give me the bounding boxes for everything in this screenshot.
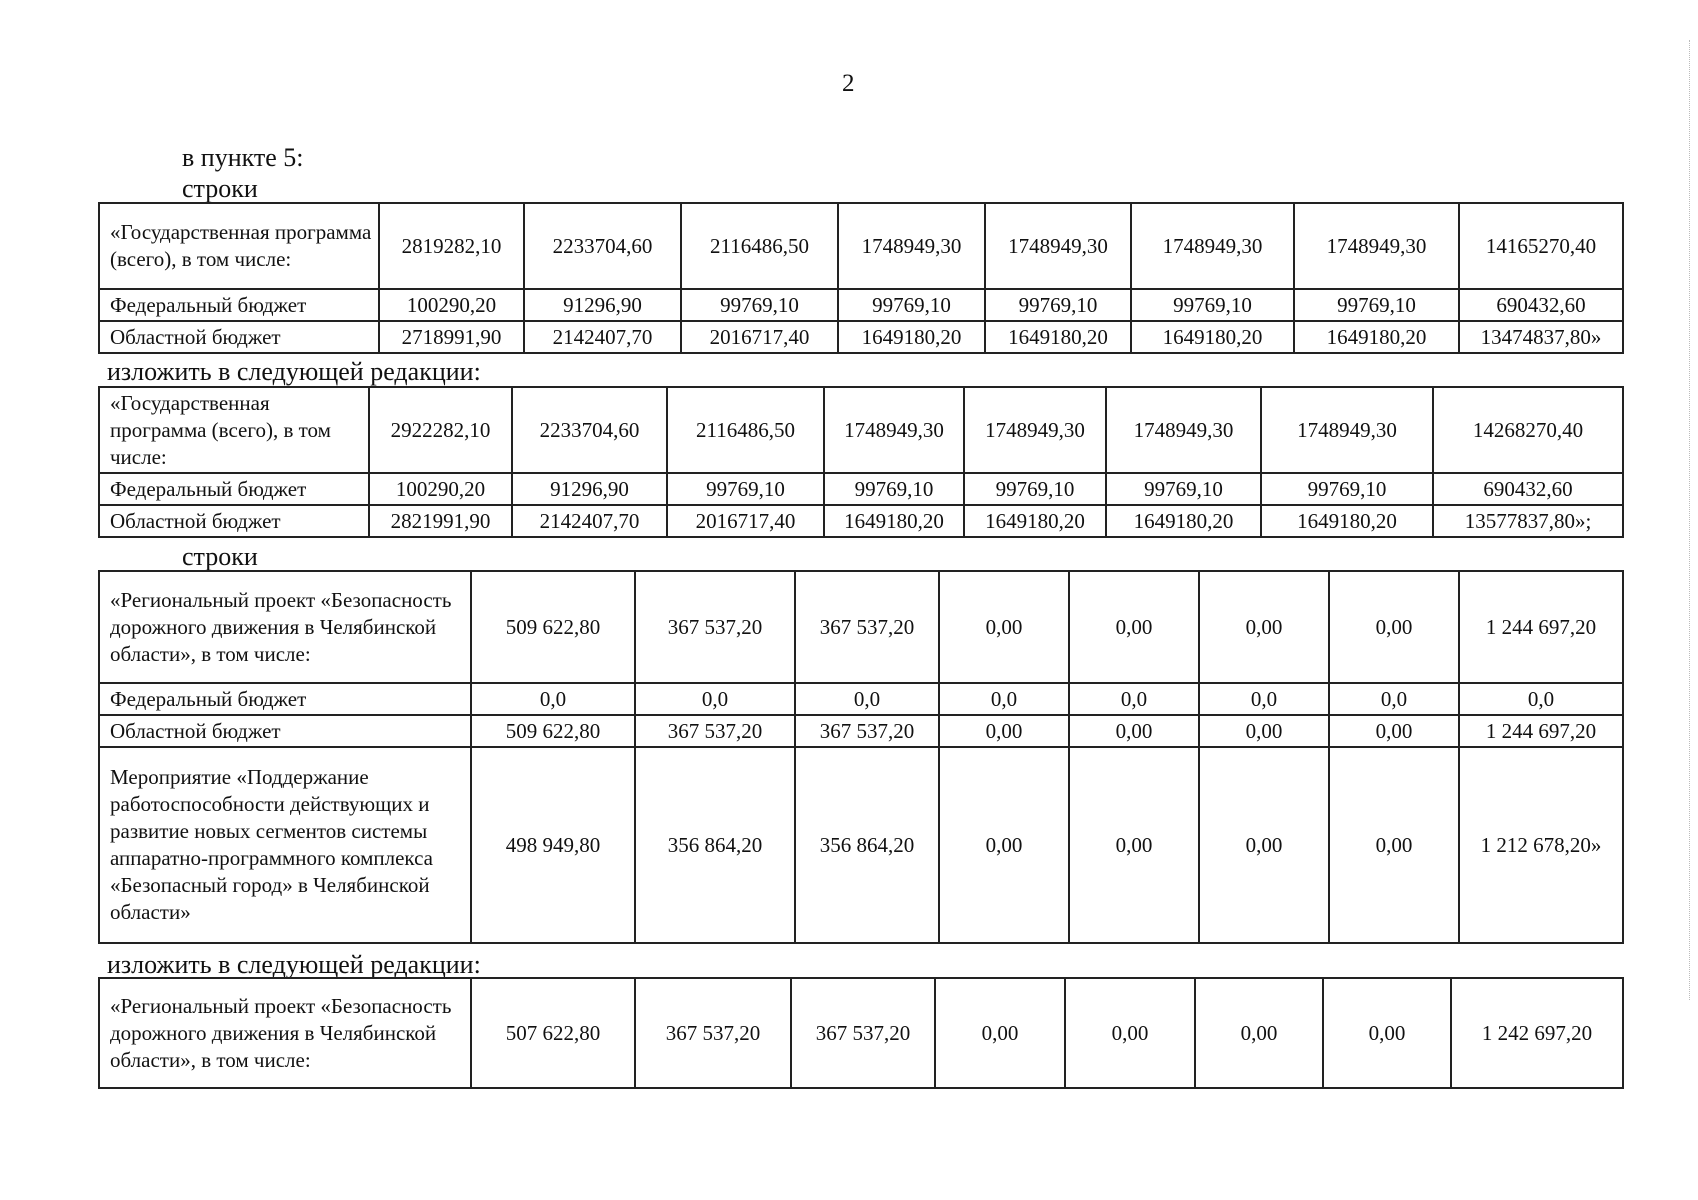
table-cell: 0,00	[1069, 715, 1199, 747]
table-cell: 2016717,40	[667, 505, 824, 537]
table-cell: 0,00	[1069, 747, 1199, 943]
table-cell: 99769,10	[1294, 289, 1459, 321]
table-cell: 100290,20	[369, 473, 512, 505]
table-cell: 1649180,20	[1261, 505, 1433, 537]
table-cell: 1748949,30	[824, 387, 964, 473]
row-label: Областной бюджет	[99, 321, 379, 353]
row-label: Федеральный бюджет	[99, 473, 369, 505]
table-cell: 2819282,10	[379, 203, 524, 289]
table-row	[99, 978, 1623, 1088]
table-cell: 14165270,40	[1459, 203, 1623, 289]
replace-label-2: изложить в следующей редакции:	[107, 950, 481, 979]
table-cell: 0,00	[939, 747, 1069, 943]
row-label: «Региональный проект «Безопасность дорожного движения в Челябинской области», в том числе:	[99, 571, 471, 683]
table-cell: 1748949,30	[985, 203, 1131, 289]
table-regional-project-old	[98, 570, 1624, 944]
table-cell: 99769,10	[824, 473, 964, 505]
intro-text: в пункте 5:	[182, 143, 304, 172]
table-cell: 507 622,80	[471, 978, 635, 1088]
table-cell: 0,00	[1329, 715, 1459, 747]
table-cell: 0,00	[1323, 978, 1451, 1088]
table-cell: 1748949,30	[1261, 387, 1433, 473]
table-cell: 0,0	[1459, 683, 1623, 715]
table-cell: 2116486,50	[681, 203, 838, 289]
table-cell: 99769,10	[681, 289, 838, 321]
table-cell: 99769,10	[985, 289, 1131, 321]
table-cell: 0,00	[939, 715, 1069, 747]
table-row	[99, 289, 1623, 321]
replace-label-1: изложить в следующей редакции:	[107, 357, 481, 386]
table-cell: 13474837,80»	[1459, 321, 1623, 353]
table-cell: 690432,60	[1459, 289, 1623, 321]
row-label: Областной бюджет	[99, 715, 471, 747]
table-cell: 1 212 678,20»	[1459, 747, 1623, 943]
table-cell: 0,00	[1195, 978, 1323, 1088]
table-cell: 1748949,30	[964, 387, 1106, 473]
table-cell: 91296,90	[524, 289, 681, 321]
table-cell: 99769,10	[964, 473, 1106, 505]
table-cell: 1 244 697,20	[1459, 715, 1623, 747]
table-cell: 0,0	[1069, 683, 1199, 715]
table-cell: 1649180,20	[838, 321, 985, 353]
table-cell: 509 622,80	[471, 715, 635, 747]
table-row	[99, 203, 1623, 289]
table-row	[99, 571, 1623, 683]
table-program-new	[98, 386, 1624, 538]
row-label: «Региональный проект «Безопасность дорожного движения в Челябинской области», в том числе:	[99, 978, 471, 1088]
table-cell: 2233704,60	[512, 387, 667, 473]
table-cell: 0,00	[1329, 571, 1459, 683]
table-cell: 1748949,30	[838, 203, 985, 289]
table-cell: 690432,60	[1433, 473, 1623, 505]
table-cell: 367 537,20	[635, 715, 795, 747]
table-cell: 1748949,30	[1294, 203, 1459, 289]
table-cell: 99769,10	[667, 473, 824, 505]
table-cell: 99769,10	[1261, 473, 1433, 505]
table-cell: 99769,10	[1131, 289, 1294, 321]
table-cell: 100290,20	[379, 289, 524, 321]
table-cell: 1649180,20	[1294, 321, 1459, 353]
table-cell: 99769,10	[1106, 473, 1261, 505]
row-label: Областной бюджет	[99, 505, 369, 537]
table-cell: 1649180,20	[1131, 321, 1294, 353]
strings-label-2: строки	[182, 542, 258, 571]
table-program-old	[98, 202, 1624, 354]
table-row	[99, 715, 1623, 747]
row-label: «Государственная программа (всего), в том числе:	[99, 203, 379, 289]
table-row	[99, 321, 1623, 353]
table-row	[99, 505, 1623, 537]
table-cell: 367 537,20	[635, 978, 791, 1088]
table-cell: 367 537,20	[795, 571, 939, 683]
table-cell: 99769,10	[838, 289, 985, 321]
table-cell: 1 244 697,20	[1459, 571, 1623, 683]
scan-edge-line	[1688, 40, 1690, 1000]
table-cell: 0,00	[1329, 747, 1459, 943]
table-cell: 0,00	[935, 978, 1065, 1088]
table-cell: 0,0	[635, 683, 795, 715]
table-cell: 0,0	[471, 683, 635, 715]
table-cell: 13577837,80»;	[1433, 505, 1623, 537]
table-cell: 1649180,20	[985, 321, 1131, 353]
table-cell: 1 242 697,20	[1451, 978, 1623, 1088]
table-cell: 498 949,80	[471, 747, 635, 943]
table-cell: 14268270,40	[1433, 387, 1623, 473]
table-cell: 1649180,20	[964, 505, 1106, 537]
table-cell: 0,0	[795, 683, 939, 715]
table-regional-project-new	[98, 977, 1624, 1089]
table-cell: 1748949,30	[1131, 203, 1294, 289]
table-cell: 356 864,20	[795, 747, 939, 943]
table-cell: 0,00	[1199, 571, 1329, 683]
table-cell: 0,0	[1329, 683, 1459, 715]
table-cell: 2821991,90	[369, 505, 512, 537]
table-cell: 1748949,30	[1106, 387, 1261, 473]
table-cell: 0,00	[1199, 715, 1329, 747]
table-cell: 0,0	[939, 683, 1069, 715]
row-label: Федеральный бюджет	[99, 683, 471, 715]
table-row	[99, 683, 1623, 715]
table-cell: 0,00	[939, 571, 1069, 683]
table-cell: 2116486,50	[667, 387, 824, 473]
table-row	[99, 473, 1623, 505]
row-label: «Государственная программа (всего), в том числе:	[99, 387, 369, 473]
table-cell: 1649180,20	[1106, 505, 1261, 537]
table-cell: 1649180,20	[824, 505, 964, 537]
table-cell: 2922282,10	[369, 387, 512, 473]
table-row	[99, 747, 1623, 943]
table-cell: 509 622,80	[471, 571, 635, 683]
table-cell: 2718991,90	[379, 321, 524, 353]
table-cell: 2142407,70	[512, 505, 667, 537]
table-cell: 0,00	[1069, 571, 1199, 683]
table-cell: 2016717,40	[681, 321, 838, 353]
page-number: 2	[842, 70, 855, 97]
table-cell: 91296,90	[512, 473, 667, 505]
row-label: Федеральный бюджет	[99, 289, 379, 321]
table-cell: 0,0	[1199, 683, 1329, 715]
row-label: Мероприятие «Поддержание работоспособности действующих и развитие новых сегментов системы аппаратно-программного комплекса «Безопасный город» в Челябинской области»	[99, 747, 471, 943]
table-cell: 367 537,20	[795, 715, 939, 747]
table-cell: 2233704,60	[524, 203, 681, 289]
table-row	[99, 387, 1623, 473]
table-cell: 367 537,20	[791, 978, 935, 1088]
strings-label-1: строки	[182, 174, 258, 203]
table-cell: 0,00	[1199, 747, 1329, 943]
table-cell: 367 537,20	[635, 571, 795, 683]
table-cell: 2142407,70	[524, 321, 681, 353]
table-cell: 0,00	[1065, 978, 1195, 1088]
table-cell: 356 864,20	[635, 747, 795, 943]
